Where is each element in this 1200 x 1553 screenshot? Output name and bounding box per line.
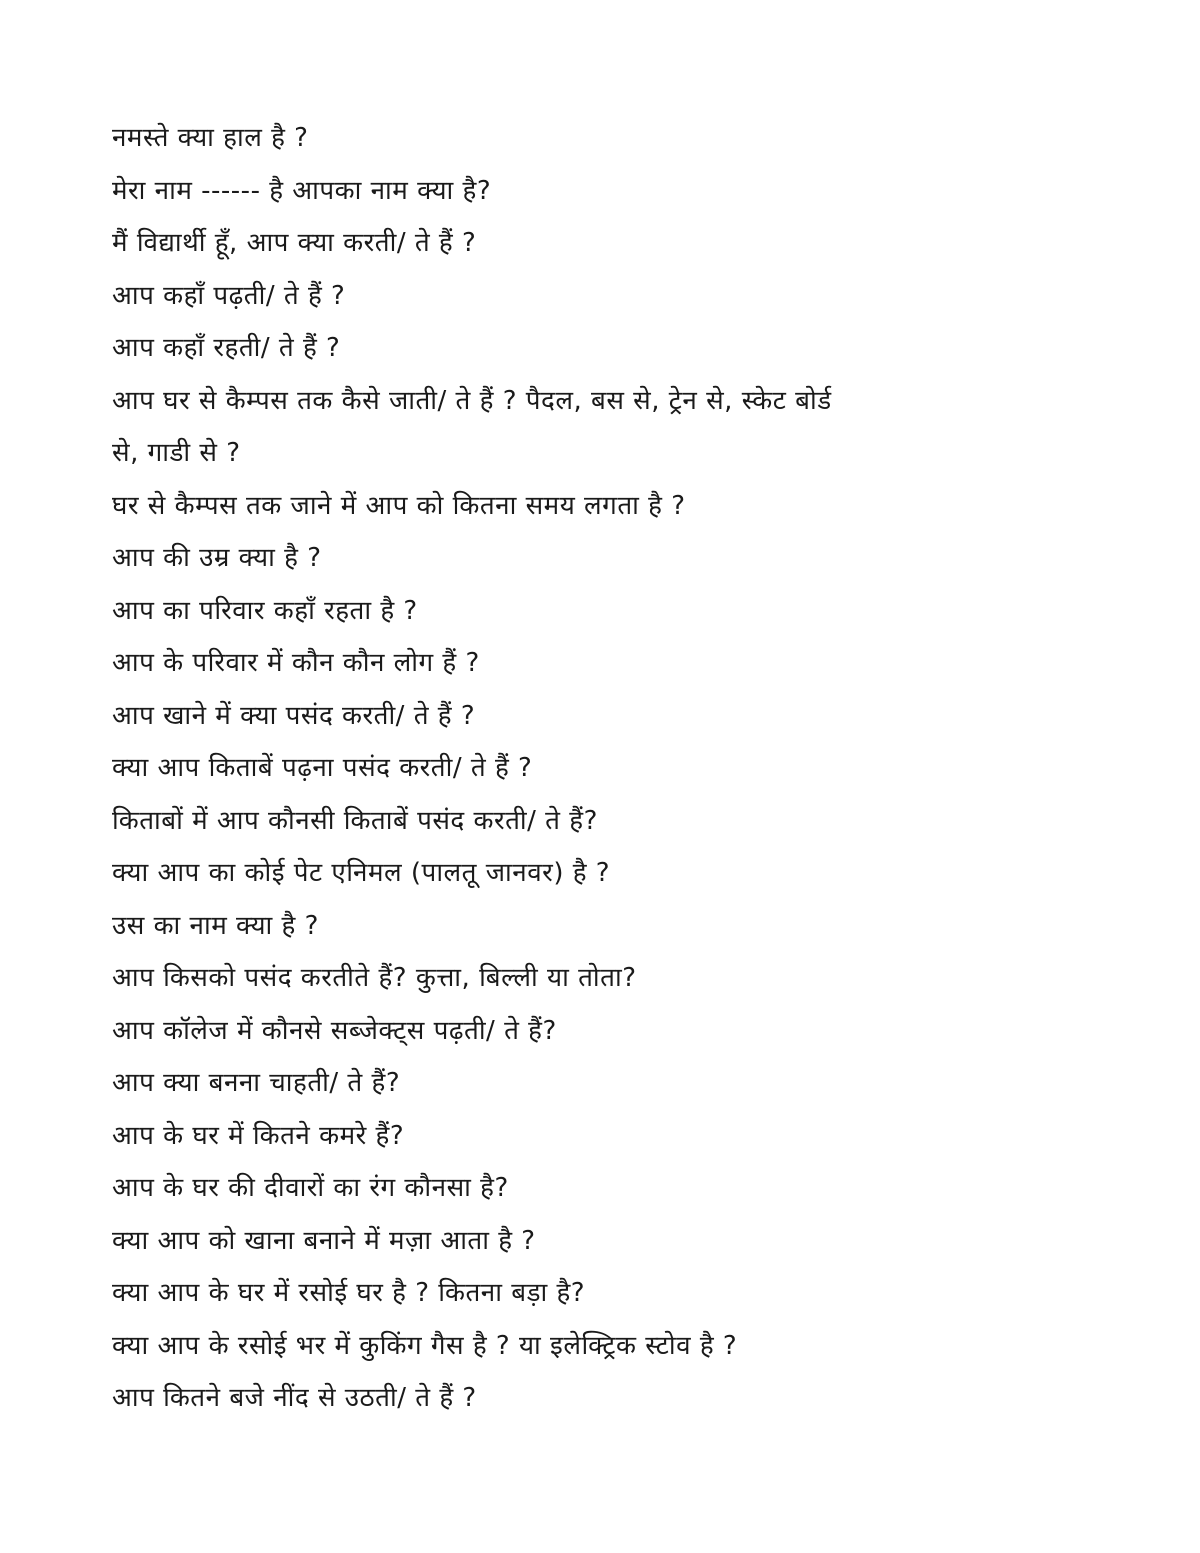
- text-line: आप के घर की दीवारों का रंग कौनसा है?: [112, 1173, 509, 1203]
- text-line: आप खाने में क्या पसंद करती/ ते हैं ?: [112, 700, 476, 731]
- text-line: क्या आप का कोई पेट एनिमल (पालतू जानवर) है ?: [112, 858, 611, 888]
- text-line: क्या आप के रसोई भर में कुकिंग गैस है ? या इलेक्ट्रिक स्टोव है ?: [112, 1330, 738, 1361]
- text-line: से, गाडी से ?: [112, 438, 241, 468]
- text-line: आप का परिवार कहाँ रहता है ?: [112, 595, 418, 626]
- text-line: घर से कैम्पस तक जाने में आप को कितना समय लगता है ?: [112, 490, 686, 521]
- text-line: नमस्ते क्या हाल है ?: [112, 123, 309, 153]
- text-line: आप कहाँ पढ़ती/ ते हैं ?: [112, 280, 346, 311]
- text-line: आप की उम्र क्या है ?: [112, 543, 322, 573]
- text-line: आप किसको पसंद करतीते हैं? कुत्ता, बिल्ली या तोता?: [112, 963, 637, 993]
- text-line: आप क्या बनना चाहती/ ते हैं?: [112, 1068, 401, 1098]
- text-line: आप कॉलेज में कौनसे सब्जेक्ट्स पढ़ती/ ते हैं?: [112, 1015, 557, 1046]
- question-list: [112, 112, 1092, 1425]
- text-line: आप कहाँ रहती/ ते हैं ?: [112, 333, 341, 363]
- text-line: क्या आप के घर में रसोई घर है ? कितना बड़ा है?: [112, 1278, 586, 1308]
- text-line: मेरा नाम ------ है आपका नाम क्या है?: [112, 175, 492, 206]
- text-line: उस का नाम क्या है ?: [112, 910, 319, 941]
- text-line: किताबों में आप कौनसी किताबें पसंद करती/ ते हैं?: [112, 805, 598, 836]
- text-line: आप के परिवार में कौन कौन लोग हैं ?: [112, 648, 480, 678]
- text-line: आप कितने बजे नींद से उठती/ ते हैं ?: [112, 1383, 477, 1413]
- text-line: मैं विद्यार्थी हूँ, आप क्या करती/ ते हैं ?: [112, 228, 477, 258]
- text-line: आप के घर में कितने कमरे हैं?: [112, 1120, 405, 1151]
- text-line: क्या आप किताबें पढ़ना पसंद करती/ ते हैं ?: [112, 753, 533, 783]
- text-line: आप घर से कैम्पस तक कैसे जाती/ ते हैं ? पैदल, बस से, ट्रेन से, स्केट बोर्ड: [112, 385, 832, 416]
- text-line: क्या आप को खाना बनाने में मज़ा आता है ?: [112, 1225, 536, 1256]
